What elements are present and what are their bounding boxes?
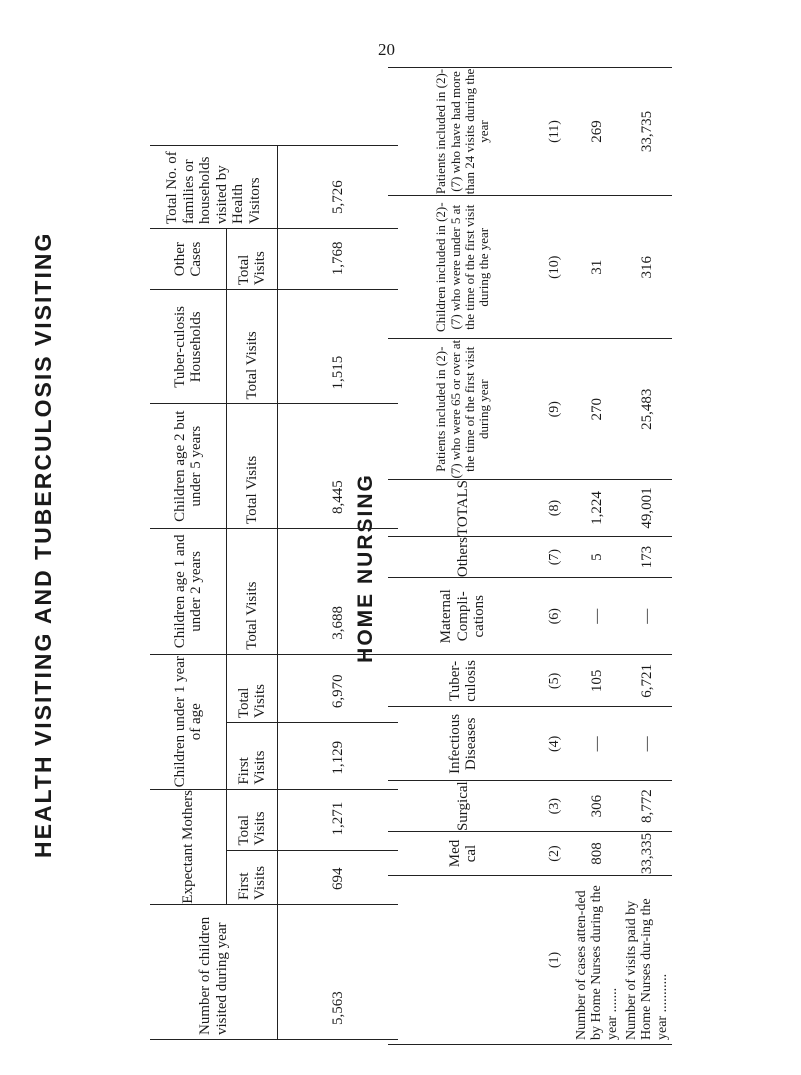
tb-total-value: 1,515: [278, 290, 399, 404]
u1-first-label: First Visits: [227, 723, 278, 790]
age-2-5-header: Children age 2 but under 5 years: [150, 404, 227, 529]
col-num-7: (7): [538, 537, 572, 578]
row-label-cases: Number of cases atten-ded by Home Nurses during the year .......: [572, 876, 622, 1045]
col-num-6: (6): [538, 578, 572, 655]
col-num-9: (9): [538, 339, 572, 480]
cases-over-24-visits: 269: [572, 68, 622, 196]
visits-medical: 33,335: [622, 832, 672, 876]
cases-maternal: —: [572, 578, 622, 655]
health-visiting-table: [150, 145, 398, 1040]
col-header-7: Others: [388, 537, 538, 578]
em-first-value: 694: [278, 850, 399, 904]
col-header-6: Maternal Compli-cations: [388, 578, 538, 655]
page-number: 20: [378, 40, 395, 59]
visits-infectious: —: [622, 707, 672, 781]
visits-tuberculosis: 6,721: [622, 655, 672, 707]
children-visited-header: Number of children visited during year: [150, 905, 278, 1040]
cases-under-5: 31: [572, 196, 622, 339]
col-num-10: (10): [538, 196, 572, 339]
col-header-3: Surgical: [388, 781, 538, 832]
visits-others: 173: [622, 537, 672, 578]
cases-surgical: 306: [572, 781, 622, 832]
cases-others: 5: [572, 537, 622, 578]
em-first-label: First Visits: [227, 850, 278, 904]
visits-over-24-visits: 33,735: [622, 68, 672, 196]
oc-total-value: 1,768: [278, 229, 399, 290]
families-header: Total No. of families or households visited by Health Visitors: [150, 146, 278, 229]
col-num-3: (3): [538, 781, 572, 832]
visits-surgical: 8,772: [622, 781, 672, 832]
col-num-5: (5): [538, 655, 572, 707]
col-num-2: (2): [538, 832, 572, 876]
col-header-11: Patients included in (2)-(7) who have had more than 24 visits during the year: [388, 68, 538, 196]
u1-first-value: 1,129: [278, 723, 399, 790]
col-num-1: (1): [538, 876, 572, 1045]
a12-total-label: Total Visits: [227, 528, 278, 654]
visits-maternal: —: [622, 578, 672, 655]
col-num-8: (8): [538, 480, 572, 537]
visits-under-5: 316: [622, 196, 672, 339]
row-label-blank: [388, 876, 538, 1045]
col-header-2: Med cal: [388, 832, 538, 876]
col-header-5: Tuber-culosis: [388, 655, 538, 707]
col-header-8: TOTALS: [388, 480, 538, 537]
cases-totals: 1,224: [572, 480, 622, 537]
a25-total-value: 8,445: [278, 404, 399, 529]
col-header-9: Patients included in (2)-(7) who were 65 or over at the time of the first visit during year: [388, 339, 538, 480]
cases-tuberculosis: 105: [572, 655, 622, 707]
a12-total-value: 3,688: [278, 528, 399, 654]
col-num-4: (4): [538, 707, 572, 781]
tb-total-label: Total Visits: [227, 290, 278, 404]
cases-infectious: —: [572, 707, 622, 781]
cases-over-65: 270: [572, 339, 622, 480]
home-nursing-table: [388, 67, 672, 1045]
em-total-value: 1,271: [278, 789, 399, 850]
oc-total-label: Total Visits: [227, 229, 278, 290]
under-1-header: Children under 1 year of age: [150, 654, 227, 789]
other-cases-header: Other Cases: [150, 229, 227, 290]
age-1-2-header: Children age 1 and under 2 years: [150, 528, 227, 654]
col-header-10: Children included in (2)-(7) who were under 5 at the time of the first visit during the year: [388, 196, 538, 339]
children-visited-value: 5,563: [278, 905, 399, 1040]
tb-households-header: Tuber-culosis Households: [150, 290, 227, 404]
row-label-visits: Number of visits paid by Home Nurses dur-ing the year ...........: [622, 876, 672, 1045]
u1-total-label: Total Visits: [227, 654, 278, 722]
page-title: HEALTH VISITING AND TUBERCULOSIS VISITING: [30, 231, 56, 858]
col-header-4: Infectious Diseases: [388, 707, 538, 781]
u1-total-value: 6,970: [278, 654, 399, 722]
visits-totals: 49,001: [622, 480, 672, 537]
a25-total-label: Total Visits: [227, 404, 278, 529]
visits-over-65: 25,483: [622, 339, 672, 480]
cases-medical: 808: [572, 832, 622, 876]
families-value: 5,726: [278, 146, 399, 229]
em-total-label: Total Visits: [227, 789, 278, 850]
expectant-mothers-header: Expectant Mothers: [150, 789, 227, 904]
col-num-11: (11): [538, 68, 572, 196]
section-title: HOME NURSING: [354, 473, 377, 663]
